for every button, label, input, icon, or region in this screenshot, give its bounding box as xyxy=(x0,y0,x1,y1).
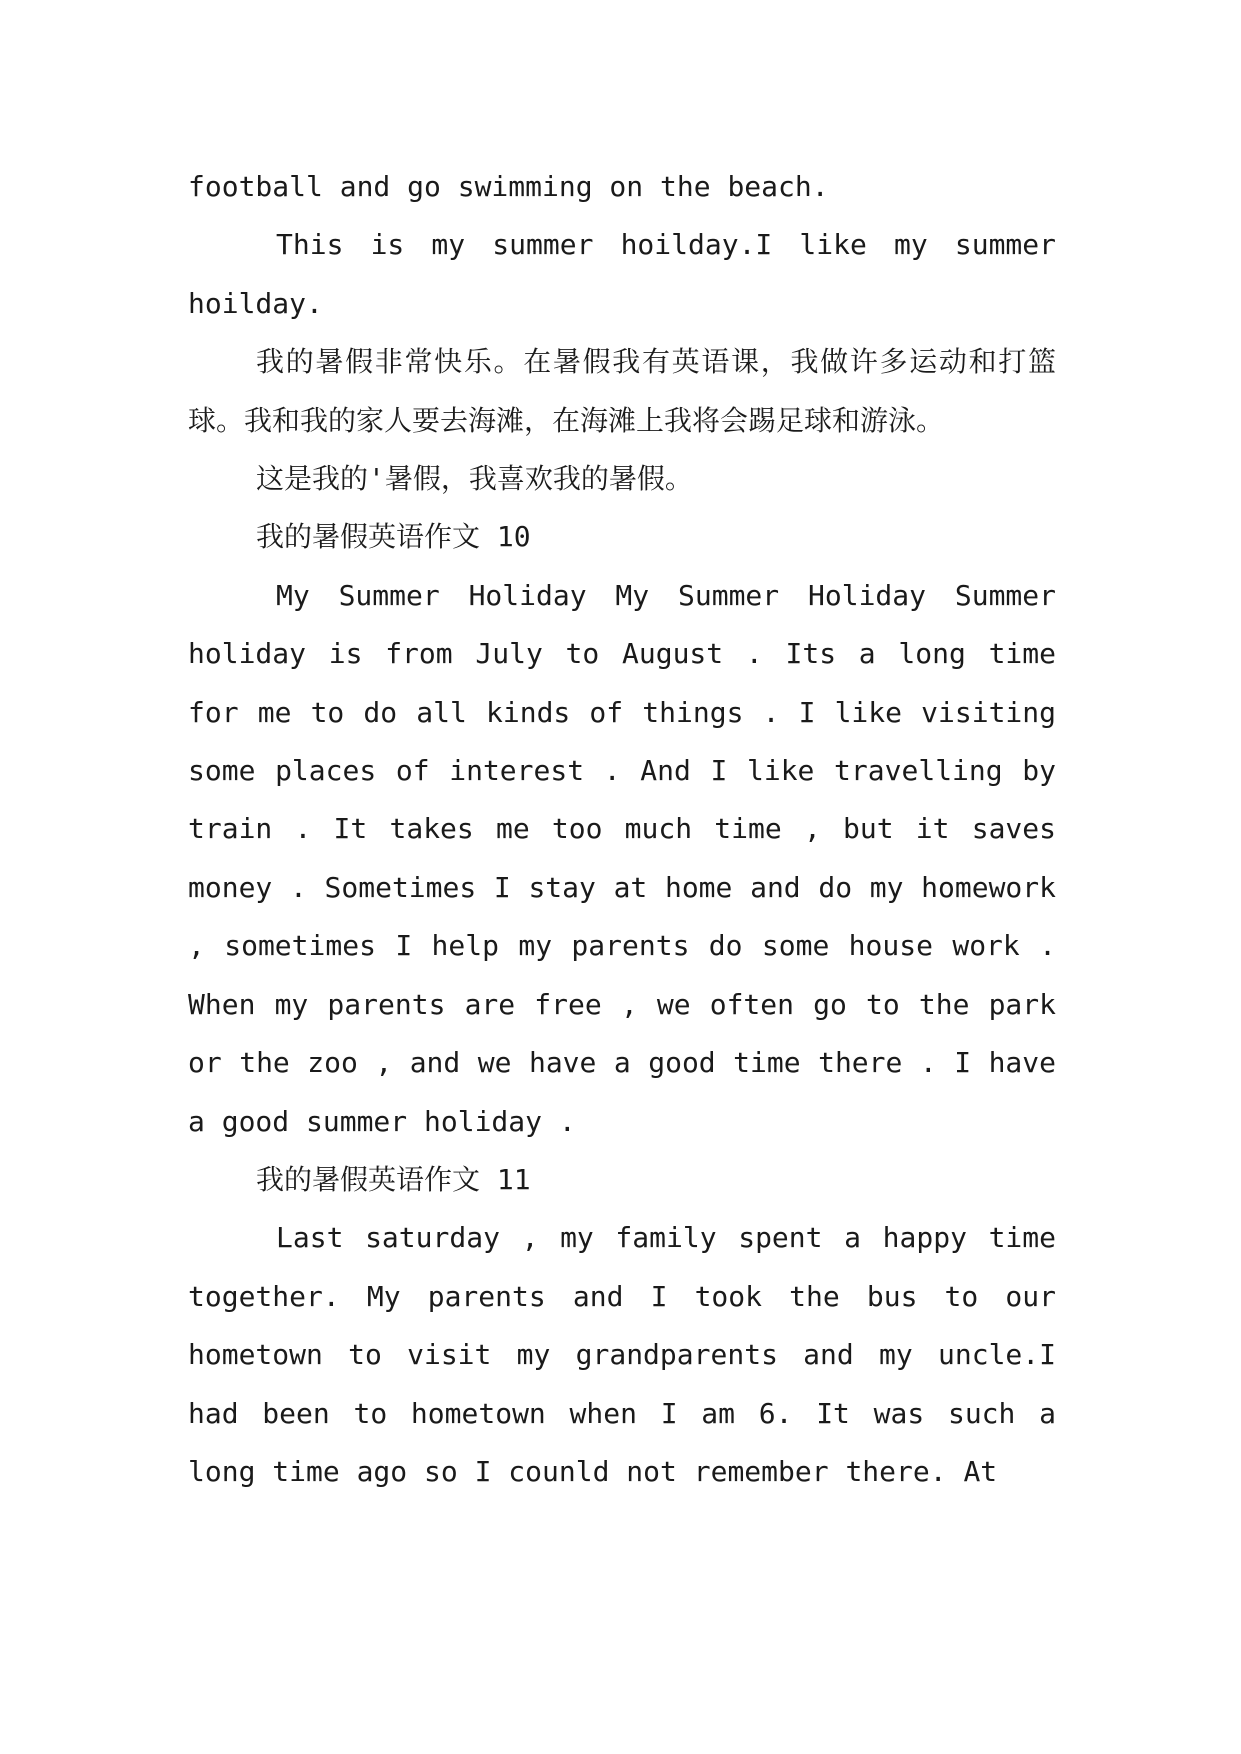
paragraph-essay-11-body: Last saturday , my family spent a happy time together. My parents and I took the bus to our hometown to visit my grandparents and my uncle.I had been to hometown when I am 6. It was such a long time ago so I counld not remember there. At xyxy=(188,1221,1056,1488)
paragraph-essay-10-body: My Summer Holiday My Summer Holiday Summer holiday is from July to August . Its a long time for me to do all kinds of things . I like visiting some places of interest . And I like travelling by train . It takes me too much time , but it saves money . Sometimes I stay at home and do my homework , sometimes I help my parents do some house work . When my parents are free , we often go to the park or the zoo , and we have a good time there . I have a good summer holiday . xyxy=(188,578,1056,1138)
paragraph-football-continued: football and go swimming on the beach. xyxy=(188,170,829,203)
essay-11-heading: 我的暑假英语作文 11 xyxy=(256,1162,531,1196)
paragraph-this-is-my-summer: This is my summer hoilday.I like my summer hoilday. xyxy=(188,228,1056,320)
paragraph-chinese-translation-1: 我的暑假非常快乐。在暑假我有英语课，我做许多运动和打篮球。我和我的家人要去海滩，在海滩上我将会踢足球和游泳。 xyxy=(188,345,1056,437)
document-text-column xyxy=(188,158,1056,1501)
essay-10-heading: 我的暑假英语作文 10 xyxy=(256,520,531,554)
paragraph-chinese-translation-2: 这是我的'暑假，我喜欢我的暑假。 xyxy=(256,462,693,496)
